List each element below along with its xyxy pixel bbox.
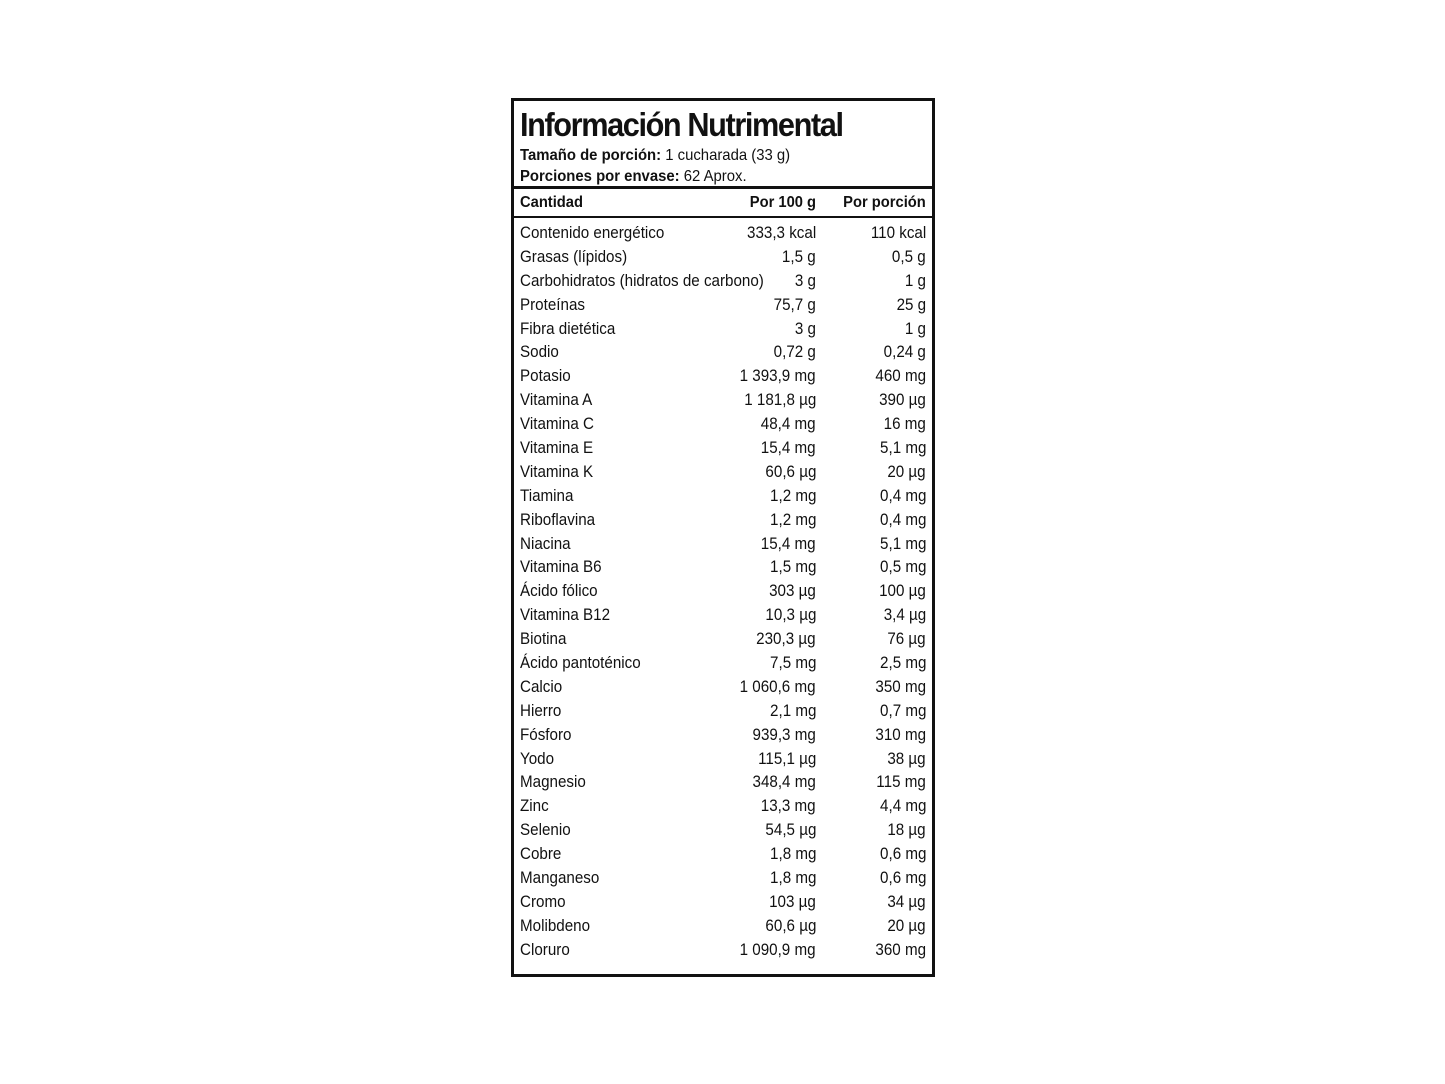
- nutrient-name: Niacina: [520, 534, 571, 553]
- nutrient-per-serving: 310 mg: [875, 725, 926, 744]
- nutrient-name: Vitamina A: [520, 391, 593, 410]
- nutrient-per-serving: 20 µg: [887, 462, 926, 481]
- table-row: [514, 580, 932, 604]
- nutrient-per-serving: 350 mg: [875, 677, 926, 696]
- nutrient-rows: [514, 218, 932, 963]
- nutrient-name: Contenido energético: [520, 224, 665, 242]
- nutrient-name: Vitamina B12: [520, 606, 611, 625]
- table-row: [514, 652, 932, 676]
- table-row: [514, 509, 932, 533]
- nutrient-per100: 1,8 mg: [769, 869, 816, 888]
- nutrient-per-serving: 0,5 mg: [879, 558, 926, 577]
- nutrient-name: Tiamina: [520, 486, 574, 505]
- nutrient-per-serving: 16 mg: [883, 415, 926, 434]
- nutrient-name: Molibdeno: [520, 916, 591, 935]
- nutrient-per100: 1,8 mg: [769, 845, 816, 864]
- nutrient-per-serving: 5,1 mg: [879, 534, 926, 553]
- label-header: [514, 101, 932, 189]
- nutrient-per-serving: 20 µg: [887, 916, 926, 935]
- table-row: [514, 867, 932, 891]
- column-header-per100: Por 100 g: [749, 194, 816, 211]
- nutrient-name: Selenio: [520, 821, 571, 840]
- nutrient-name: Vitamina E: [520, 439, 594, 458]
- table-row: [514, 676, 932, 700]
- nutrient-per-serving: 360 mg: [875, 940, 926, 959]
- column-header-per-serving: Por porción: [843, 194, 926, 211]
- table-row: [514, 891, 932, 915]
- nutrition-facts-label: [511, 98, 935, 977]
- nutrient-name: Vitamina B6: [520, 558, 602, 577]
- nutrient-name: Cromo: [520, 892, 566, 911]
- nutrient-name: Yodo: [520, 749, 555, 768]
- table-row: [514, 533, 932, 557]
- nutrient-per-serving: 5,1 mg: [879, 439, 926, 458]
- nutrient-per100: 1,2 mg: [769, 510, 816, 529]
- nutrient-name: Ácido fólico: [520, 582, 598, 601]
- serving-size-label: Tamaño de porción:: [520, 147, 662, 164]
- table-row: [514, 628, 932, 652]
- table-row: [514, 270, 932, 294]
- nutrient-per100: 7,5 mg: [769, 654, 816, 673]
- table-row: [514, 413, 932, 437]
- nutrient-per-serving: 38 µg: [887, 749, 926, 768]
- table-row: [514, 771, 932, 795]
- nutrient-per-serving: 1 g: [904, 319, 926, 338]
- nutrient-per100: 103 µg: [769, 892, 816, 911]
- nutrient-name: Vitamina K: [520, 462, 594, 481]
- nutrient-name: Magnesio: [520, 773, 586, 792]
- table-row: [514, 437, 932, 461]
- nutrient-per-serving: 0,4 mg: [879, 510, 926, 529]
- label-title: Información Nutrimental: [520, 106, 843, 143]
- table-row: [514, 748, 932, 772]
- nutrient-per100: 0,72 g: [773, 343, 816, 362]
- nutrient-name: Potasio: [520, 367, 571, 386]
- nutrient-per-serving: 0,5 g: [892, 247, 926, 266]
- nutrient-per-serving: 115 mg: [876, 773, 926, 792]
- table-row: [514, 795, 932, 819]
- nutrient-per100: 303 µg: [769, 582, 816, 601]
- nutrient-per-serving: 4,4 mg: [879, 797, 926, 816]
- table-row: [514, 294, 932, 318]
- table-row: [514, 819, 932, 843]
- nutrient-name: Fibra dietética: [520, 319, 616, 338]
- nutrient-name: Hierro: [520, 701, 562, 720]
- nutrient-name: Proteínas: [520, 295, 585, 314]
- nutrient-per-serving: 2,5 mg: [879, 654, 926, 673]
- nutrient-per100: 60,6 µg: [765, 462, 816, 481]
- nutrient-name: Manganeso: [520, 869, 600, 888]
- table-row: [514, 461, 932, 485]
- nutrient-name: Vitamina C: [520, 415, 594, 434]
- nutrient-per100: 2,1 mg: [769, 701, 816, 720]
- nutrient-name: Calcio: [520, 677, 563, 696]
- nutrient-name: Cobre: [520, 845, 562, 864]
- nutrient-per-serving: 0,24 g: [883, 343, 926, 362]
- nutrient-name: Sodio: [520, 343, 559, 362]
- nutrient-per-serving: 76 µg: [887, 630, 926, 649]
- table-row: [514, 341, 932, 365]
- nutrient-name: Cloruro: [520, 940, 570, 959]
- nutrient-per100: 1 060,6 mg: [740, 677, 816, 696]
- nutrient-name: Fósforo: [520, 725, 572, 744]
- serving-size: [520, 145, 903, 166]
- nutrient-per-serving: 0,4 mg: [879, 486, 926, 505]
- nutrient-per-serving: 100 µg: [879, 582, 926, 601]
- nutrient-name: Grasas (lípidos): [520, 247, 628, 266]
- nutrient-name: Zinc: [520, 797, 549, 816]
- nutrient-per-serving: 110 kcal: [870, 224, 926, 242]
- nutrient-per100: 3 g: [794, 271, 816, 290]
- servings-per-container: [520, 166, 903, 187]
- nutrient-per100: 1 393,9 mg: [740, 367, 816, 386]
- table-row: [514, 556, 932, 580]
- column-header-row: [514, 189, 932, 218]
- nutrient-per100: 1 181,8 µg: [743, 391, 816, 410]
- table-row: [514, 318, 932, 342]
- nutrient-per100: 15,4 mg: [761, 439, 816, 458]
- nutrient-per100: 939,3 mg: [752, 725, 816, 744]
- table-row: [514, 389, 932, 413]
- nutrient-per-serving: 1 g: [904, 271, 926, 290]
- table-row: [514, 222, 932, 246]
- nutrient-per100: 333,3 kcal: [746, 224, 816, 242]
- servings-value: 62 Aprox.: [679, 168, 747, 185]
- nutrient-per-serving: 390 µg: [879, 391, 926, 410]
- table-row: [514, 939, 932, 963]
- nutrient-per100: 230,3 µg: [756, 630, 816, 649]
- nutrient-per100: 1,2 mg: [769, 486, 816, 505]
- table-row: [514, 485, 932, 509]
- nutrient-name: Biotina: [520, 630, 567, 649]
- servings-label: Porciones por envase:: [520, 168, 680, 185]
- nutrient-name: Ácido pantoténico: [520, 654, 641, 673]
- nutrient-name: Carbohidratos (hidratos de carbono): [520, 271, 764, 290]
- table-row: [514, 915, 932, 939]
- nutrient-per100: 13,3 mg: [761, 797, 816, 816]
- table-row: [514, 724, 932, 748]
- nutrient-per100: 48,4 mg: [761, 415, 816, 434]
- nutrient-per100: 60,6 µg: [765, 916, 816, 935]
- table-row: [514, 604, 932, 628]
- nutrient-per-serving: 3,4 µg: [883, 606, 926, 625]
- nutrient-per-serving: 18 µg: [887, 821, 926, 840]
- nutrient-per-serving: 34 µg: [887, 892, 926, 911]
- nutrient-per-serving: 460 mg: [875, 367, 926, 386]
- table-row: [514, 246, 932, 270]
- serving-size-value: 1 cucharada (33 g): [661, 147, 791, 164]
- nutrient-per-serving: 0,6 mg: [879, 869, 926, 888]
- nutrient-per100: 75,7 g: [773, 295, 816, 314]
- nutrient-per-serving: 0,7 mg: [879, 701, 926, 720]
- table-row: [514, 843, 932, 867]
- column-header-name: Cantidad: [520, 194, 583, 211]
- nutrient-per-serving: 25 g: [896, 295, 926, 314]
- nutrient-per100: 1,5 mg: [769, 558, 816, 577]
- table-row: [514, 700, 932, 724]
- nutrient-per100: 1 090,9 mg: [740, 940, 816, 959]
- nutrient-per100: 15,4 mg: [761, 534, 816, 553]
- nutrient-per100: 54,5 µg: [765, 821, 816, 840]
- nutrient-per100: 115,1 µg: [757, 749, 816, 768]
- nutrient-per-serving: 0,6 mg: [879, 845, 926, 864]
- nutrient-per100: 10,3 µg: [765, 606, 816, 625]
- nutrient-name: Riboflavina: [520, 510, 596, 529]
- nutrient-per100: 3 g: [794, 319, 816, 338]
- nutrient-per100: 1,5 g: [782, 247, 816, 266]
- table-row: [514, 365, 932, 389]
- nutrient-per100: 348,4 mg: [752, 773, 816, 792]
